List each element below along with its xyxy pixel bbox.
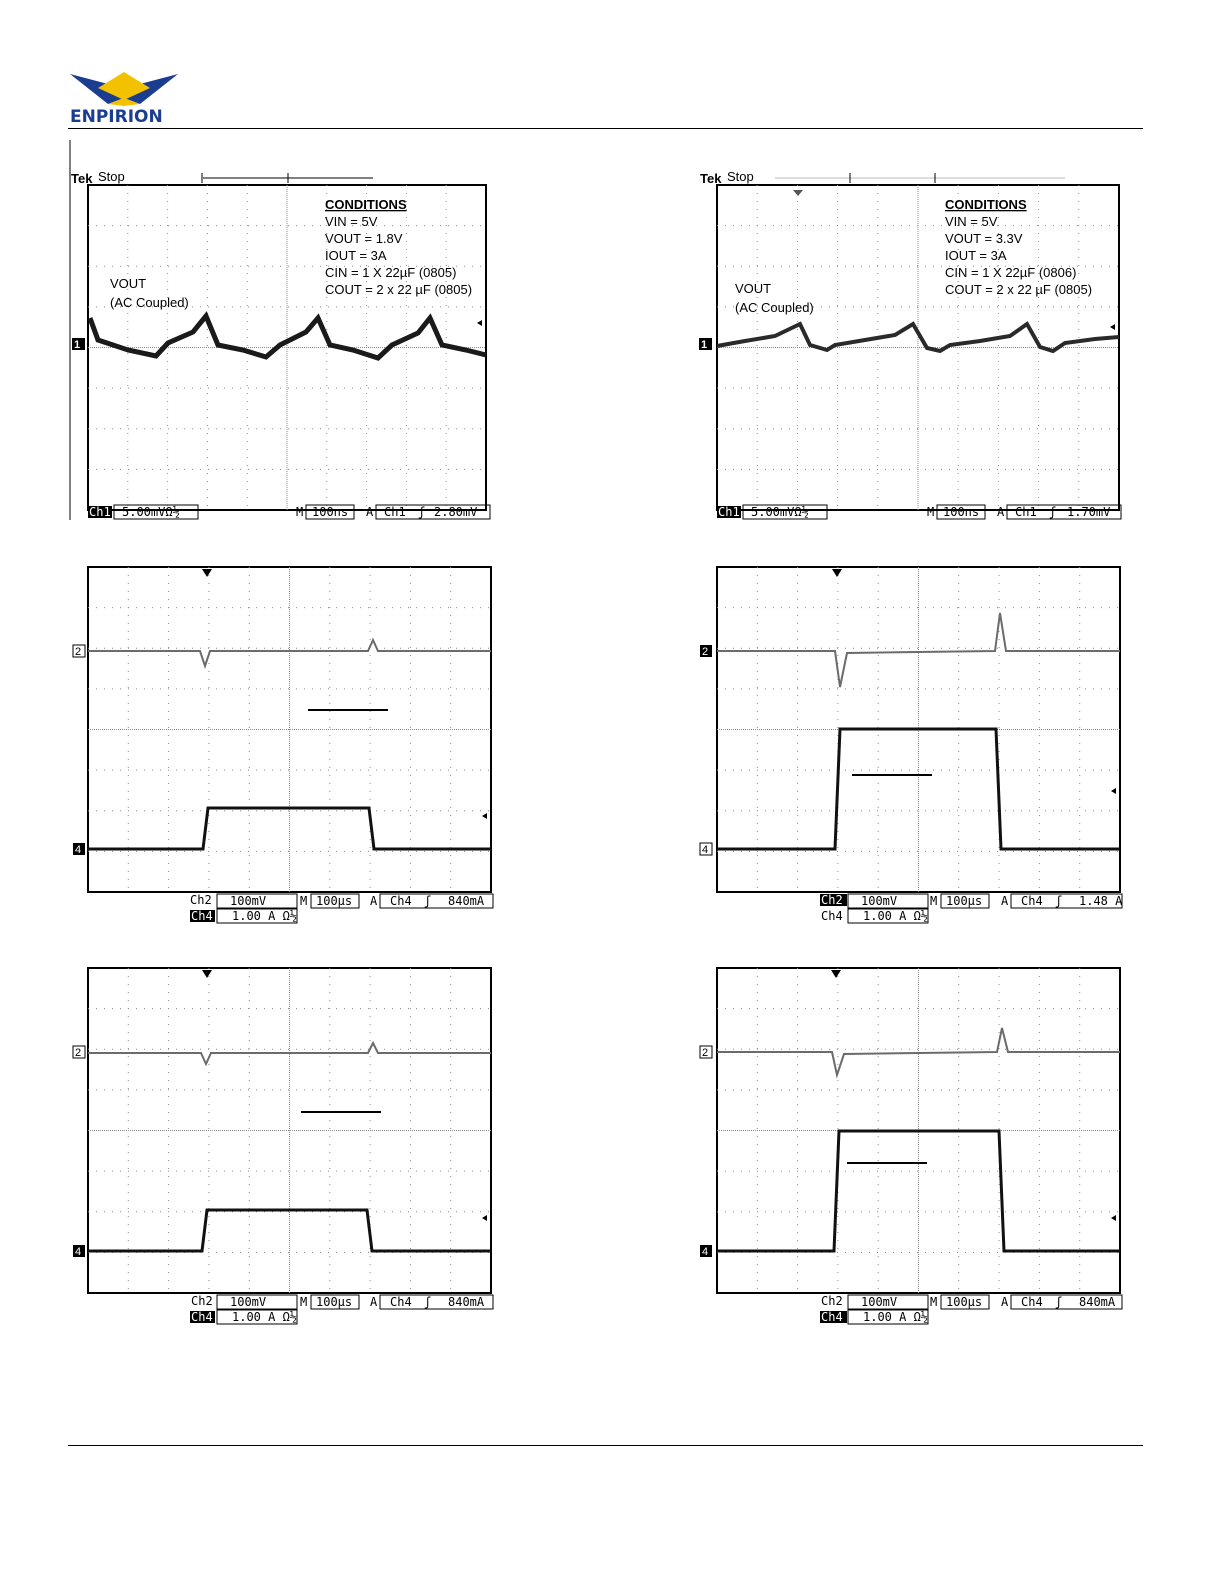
svg-text:1.70mV: 1.70mV — [1067, 505, 1111, 519]
svg-text:M: M — [930, 894, 938, 908]
condition-line: IOUT = 3A — [945, 248, 1007, 263]
conditions-title: CONDITIONS — [945, 197, 1027, 212]
trace-label: VOUT — [110, 276, 147, 291]
svg-text:100µs: 100µs — [316, 1295, 353, 1309]
svg-text:100mV: 100mV — [861, 894, 898, 908]
scope-screen — [695, 966, 1125, 1331]
svg-text:1.00 A Ω½: 1.00 A Ω½ — [232, 909, 298, 923]
vout-ripple-trace — [90, 316, 486, 358]
trigger-level-arrow — [477, 320, 482, 326]
svg-text:1.48 A: 1.48 A — [1079, 894, 1123, 908]
svg-text:ʃ: ʃ — [1055, 1295, 1063, 1309]
svg-text:Ch1: Ch1 — [89, 505, 111, 519]
condition-line: CIN = 1 X 22µF (0805) — [325, 265, 457, 280]
trigger-level-arrow — [482, 1215, 487, 1221]
condition-line: COUT = 2 x 22 µF (0805) — [945, 282, 1093, 297]
conditions-title: CONDITIONS — [325, 197, 407, 212]
svg-text:M: M — [296, 505, 304, 519]
header-rule — [68, 128, 1143, 129]
trace-label: (AC Coupled) — [110, 295, 189, 310]
svg-text:1: 1 — [74, 339, 81, 351]
condition-line: VOUT = 3.3V — [945, 231, 1023, 246]
trigger-level-arrow — [1111, 1215, 1116, 1221]
ch4-marker: 4 — [702, 1246, 709, 1258]
status-bar — [820, 1294, 1122, 1324]
ch4-marker: 4 — [702, 844, 709, 856]
footer-rule — [68, 1445, 1143, 1446]
svg-text:5.00mVΩ½: 5.00mVΩ½ — [751, 505, 809, 519]
trace-label: VOUT — [735, 281, 772, 296]
ch2-vout-trace — [717, 1028, 1120, 1075]
trigger-position-marker — [831, 970, 841, 978]
svg-text:M: M — [927, 505, 935, 519]
scope-transient-c — [68, 966, 498, 1331]
svg-text:ʃ: ʃ — [1049, 505, 1057, 519]
scope-screen — [695, 565, 1125, 930]
svg-text:M: M — [930, 1295, 938, 1309]
condition-line: VIN = 5V — [945, 214, 998, 229]
svg-text:Ch2: Ch2 — [821, 893, 843, 907]
conditions-block — [945, 197, 1092, 297]
svg-text:Ch2: Ch2 — [191, 1294, 213, 1308]
svg-text:A: A — [1001, 1295, 1009, 1309]
trigger-position-marker — [832, 569, 842, 577]
scope-transient-d — [695, 966, 1125, 1331]
scope-screen — [695, 140, 1125, 525]
svg-text:840mA: 840mA — [448, 1295, 485, 1309]
svg-text:ʃ: ʃ — [424, 1295, 432, 1309]
svg-text:100mV: 100mV — [230, 894, 267, 908]
scope-ripple-3v3 — [695, 140, 1125, 525]
trigger-level-arrow — [1110, 324, 1115, 330]
svg-text:100µs: 100µs — [316, 894, 353, 908]
svg-text:100ns: 100ns — [943, 505, 980, 519]
svg-text:Ch1: Ch1 — [384, 505, 406, 519]
scope-transient-a — [68, 565, 498, 930]
trace-label: (AC Coupled) — [735, 300, 814, 315]
svg-text:A: A — [1001, 894, 1009, 908]
trigger-position-marker — [202, 569, 212, 577]
conditions-block — [325, 197, 472, 297]
scope-screen — [68, 966, 498, 1331]
svg-text:Ch4: Ch4 — [390, 894, 412, 908]
run-state: Stop — [98, 169, 125, 184]
condition-line: COUT = 2 x 22 µF (0805) — [325, 282, 473, 297]
svg-text:A: A — [370, 894, 378, 908]
graticule — [88, 567, 491, 892]
svg-text:100µs: 100µs — [946, 1295, 983, 1309]
svg-text:1: 1 — [701, 339, 708, 351]
status-bar — [190, 893, 493, 923]
ch2-marker: 2 — [75, 646, 82, 658]
svg-text:M: M — [300, 1295, 308, 1309]
scope-ripple-1v8 — [68, 140, 498, 525]
status-bar — [88, 505, 490, 519]
svg-text:Ch1: Ch1 — [718, 505, 740, 519]
trigger-level-arrow — [1111, 788, 1116, 794]
tek-brand: Tek — [71, 171, 93, 186]
svg-text:A: A — [366, 505, 374, 519]
svg-text:ʃ: ʃ — [424, 894, 432, 908]
svg-text:2.80mV: 2.80mV — [434, 505, 478, 519]
svg-text:840mA: 840mA — [448, 894, 485, 908]
trigger-position-marker — [793, 190, 803, 196]
brand-name: ENPIRION — [70, 107, 163, 127]
svg-text:Ch4: Ch4 — [191, 1310, 213, 1324]
status-bar — [717, 505, 1121, 519]
svg-text:840mA: 840mA — [1079, 1295, 1116, 1309]
ch4-marker: 4 — [75, 844, 82, 856]
svg-text:Ch2: Ch2 — [190, 893, 212, 907]
svg-text:A: A — [370, 1295, 378, 1309]
condition-line: CIN = 1 X 22µF (0806) — [945, 265, 1077, 280]
status-bar — [820, 893, 1123, 923]
svg-text:1.00 A Ω½: 1.00 A Ω½ — [863, 909, 929, 923]
svg-text:Ch4: Ch4 — [1021, 894, 1043, 908]
condition-line: VOUT = 1.8V — [325, 231, 403, 246]
svg-text:1.00 A Ω½: 1.00 A Ω½ — [863, 1310, 929, 1324]
svg-text:Ch4: Ch4 — [390, 1295, 412, 1309]
svg-text:Ch4: Ch4 — [191, 909, 213, 923]
svg-text:100µs: 100µs — [946, 894, 983, 908]
svg-text:1.00 A Ω½: 1.00 A Ω½ — [232, 1310, 298, 1324]
ch4-marker: 4 — [75, 1246, 82, 1258]
svg-text:Ch4: Ch4 — [1021, 1295, 1043, 1309]
svg-text:ʃ: ʃ — [1055, 894, 1063, 908]
svg-text:100mV: 100mV — [861, 1295, 898, 1309]
svg-text:5.00mVΩ½: 5.00mVΩ½ — [122, 505, 180, 519]
ch2-marker: 2 — [702, 1047, 709, 1059]
ch4-iout-trace — [88, 808, 491, 849]
tek-brand: Tek — [700, 171, 722, 186]
trigger-level-arrow — [482, 813, 487, 819]
scope-transient-b — [695, 565, 1125, 930]
ch2-marker: 2 — [702, 646, 709, 658]
ch2-marker: 2 — [75, 1047, 82, 1059]
condition-line: IOUT = 3A — [325, 248, 387, 263]
svg-text:100ns: 100ns — [312, 505, 349, 519]
trigger-position-marker — [202, 970, 212, 978]
svg-text:Ch1: Ch1 — [1015, 505, 1037, 519]
scope-screen — [68, 140, 498, 525]
svg-text:100mV: 100mV — [230, 1295, 267, 1309]
svg-text:A: A — [997, 505, 1005, 519]
svg-text:Ch4: Ch4 — [821, 1310, 843, 1324]
scope-screen — [68, 565, 498, 930]
run-state: Stop — [727, 169, 754, 184]
svg-text:Ch4: Ch4 — [821, 909, 843, 923]
svg-text:Ch2: Ch2 — [821, 1294, 843, 1308]
graticule — [88, 185, 486, 510]
graticule — [88, 968, 491, 1293]
status-bar — [190, 1294, 493, 1324]
svg-text:M: M — [300, 894, 308, 908]
svg-text:ʃ: ʃ — [418, 505, 426, 519]
condition-line: VIN = 5V — [325, 214, 378, 229]
